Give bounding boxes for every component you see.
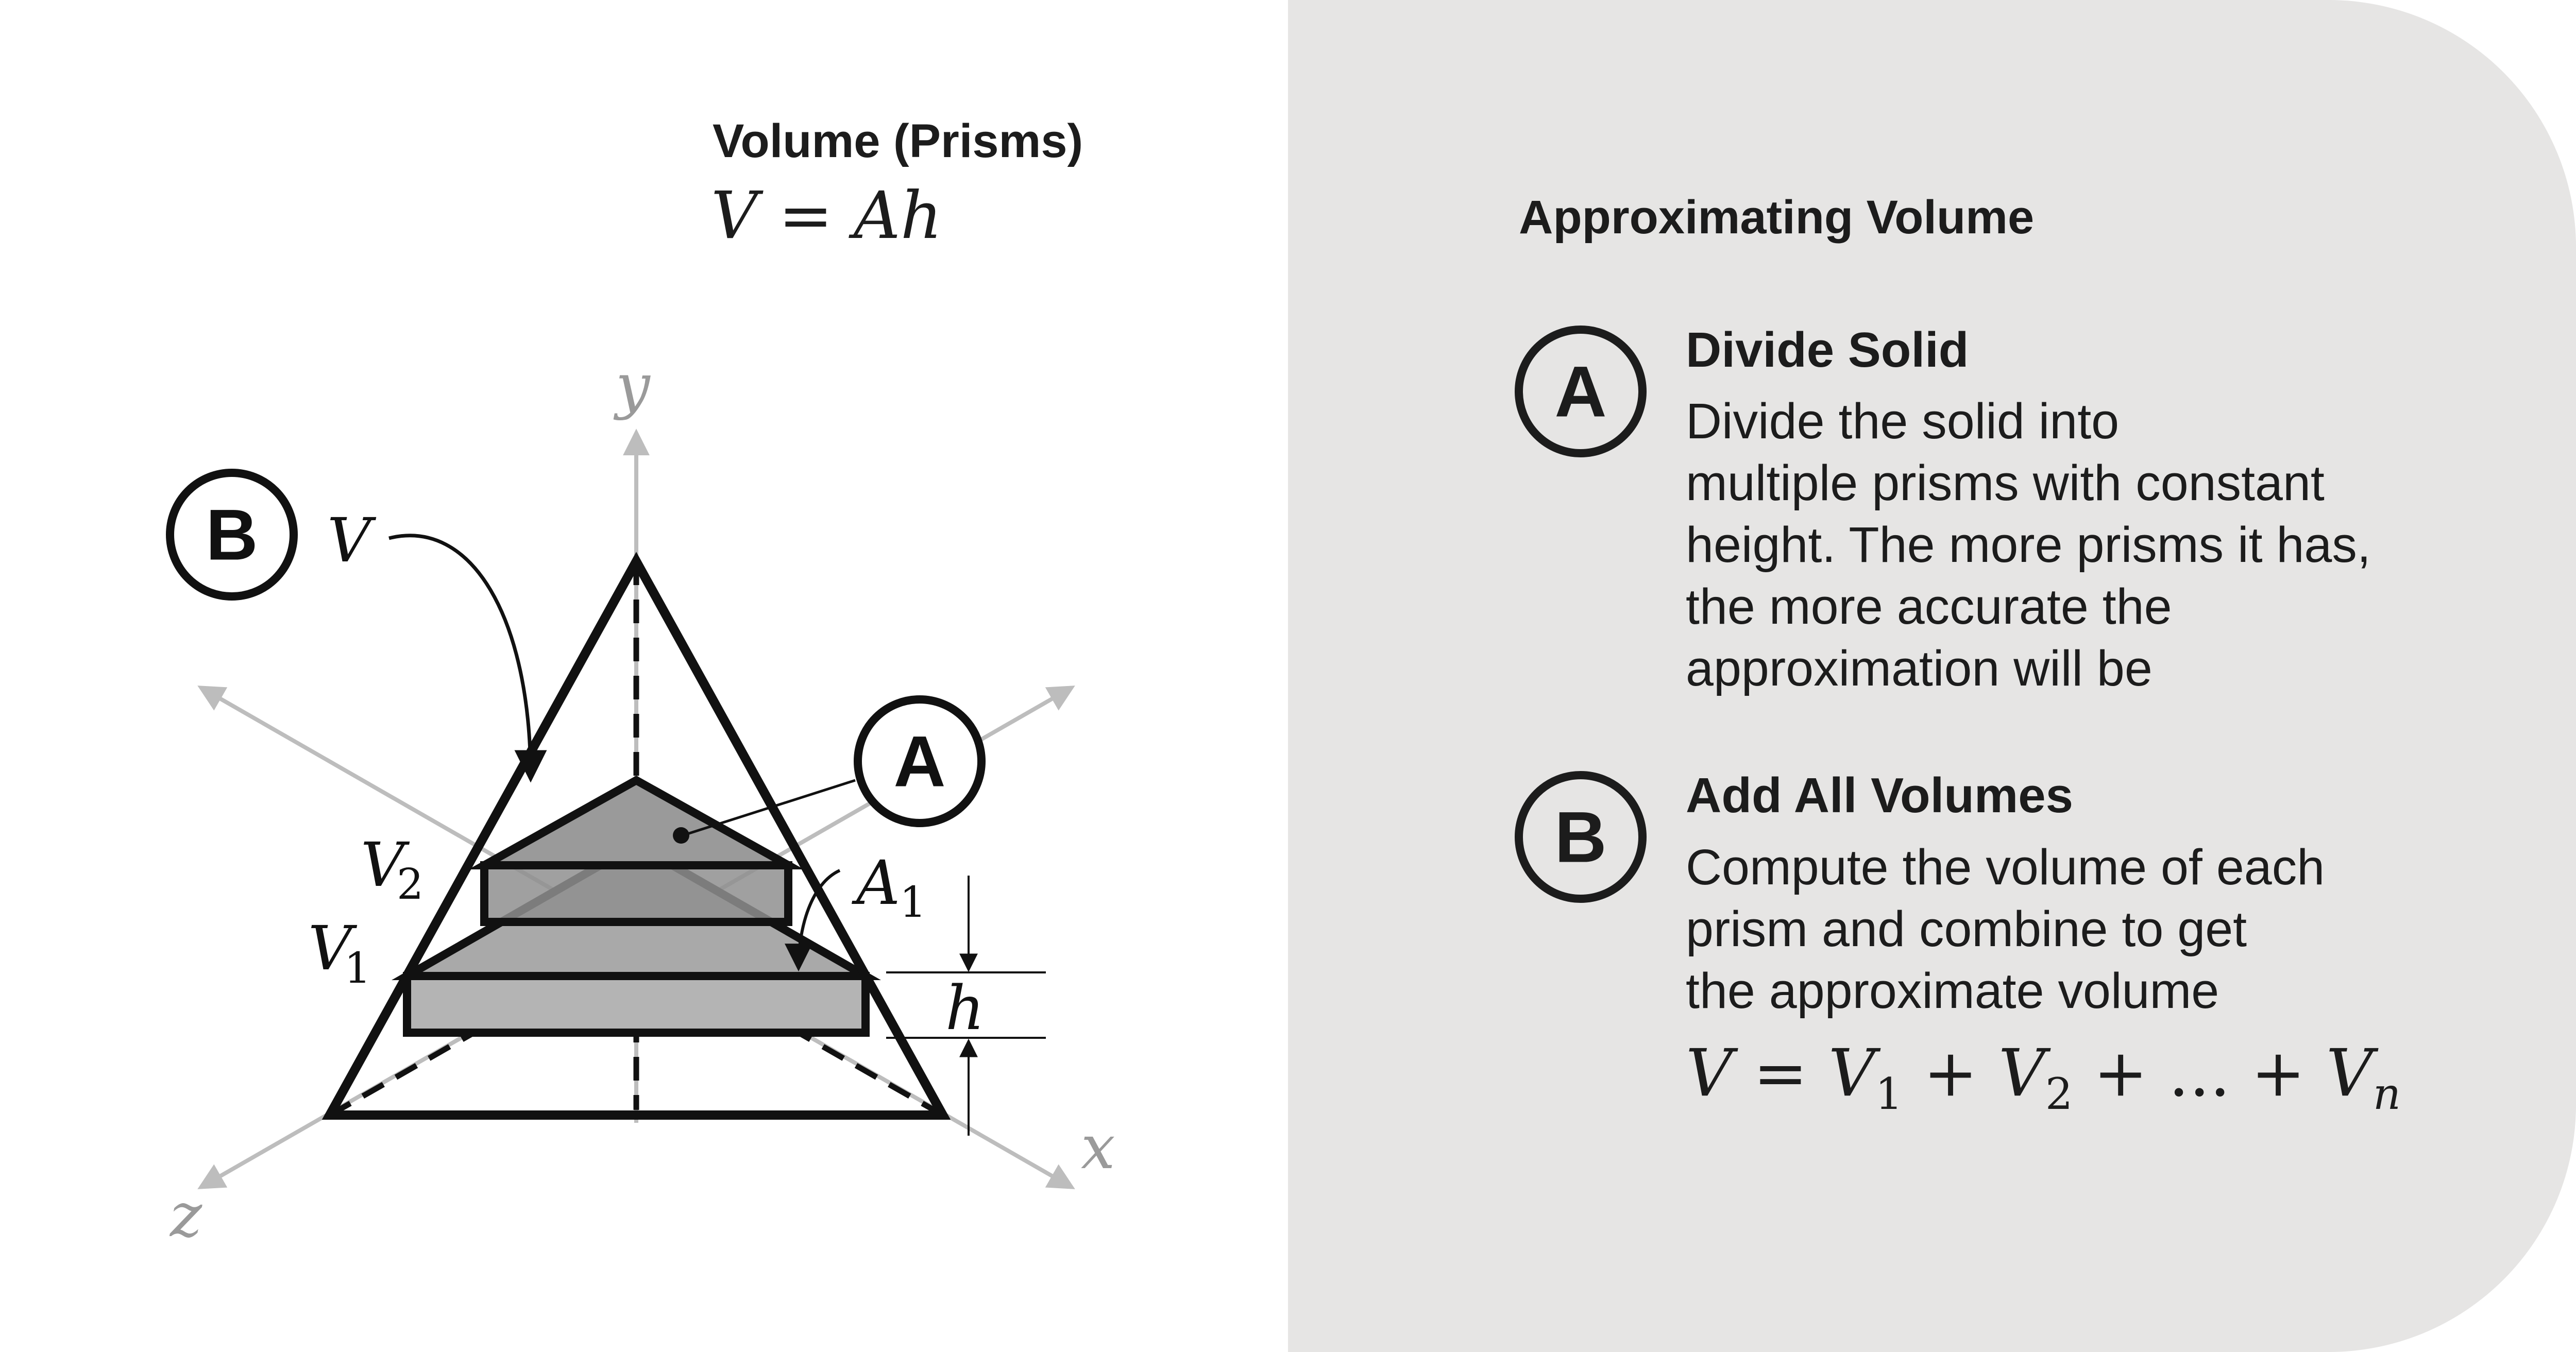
svg-text:V: V (361, 829, 405, 900)
y-axis-label: y (616, 350, 650, 421)
step-b-title: Add All Volumes (1686, 768, 2074, 823)
step-a-badge (1509, 319, 1653, 464)
marker-b (170, 473, 294, 596)
step-b-letter: B (1554, 796, 1607, 878)
svg-text:1: 1 (344, 944, 371, 993)
marker-a (858, 699, 981, 823)
step-a-description: Divide the solid into multiple prisms with constant height. The more prisms it has, the more accurate the approximation will be (1686, 393, 2371, 696)
x-axis-label: x (1081, 1111, 1115, 1183)
z-axis-label: z (170, 1179, 202, 1251)
v2-label (361, 829, 423, 909)
step-b-description: Compute the volume of each prism and combine to get the approximate volume (1686, 839, 2325, 1019)
a1-label (852, 847, 926, 927)
svg-text:V: V (308, 913, 352, 984)
step-b-badge (1509, 765, 1653, 909)
svg-text:A: A (856, 847, 901, 918)
svg-text:2: 2 (397, 860, 424, 909)
volume-leader (389, 536, 531, 778)
volume-label: V (327, 505, 371, 576)
svg-text:1: 1 (900, 878, 927, 927)
marker-a-dot (673, 827, 689, 844)
prism-volume-formula: V = Ah (711, 178, 942, 253)
prism-upper (484, 780, 788, 922)
step-a-title: Divide Solid (1686, 322, 1969, 378)
step-a-letter: A (1554, 351, 1607, 432)
marker-b-letter: B (206, 494, 258, 575)
marker-a-letter: A (893, 721, 946, 802)
v1-label (308, 913, 371, 993)
h-label: h (945, 972, 985, 1043)
formula-title: Volume (Prisms) (713, 115, 1083, 167)
sum-formula: $V = V_1 + V_2$ + ... + $V_n$ (1686, 1035, 2401, 1120)
panel-title: Approximating Volume (1519, 191, 2035, 244)
